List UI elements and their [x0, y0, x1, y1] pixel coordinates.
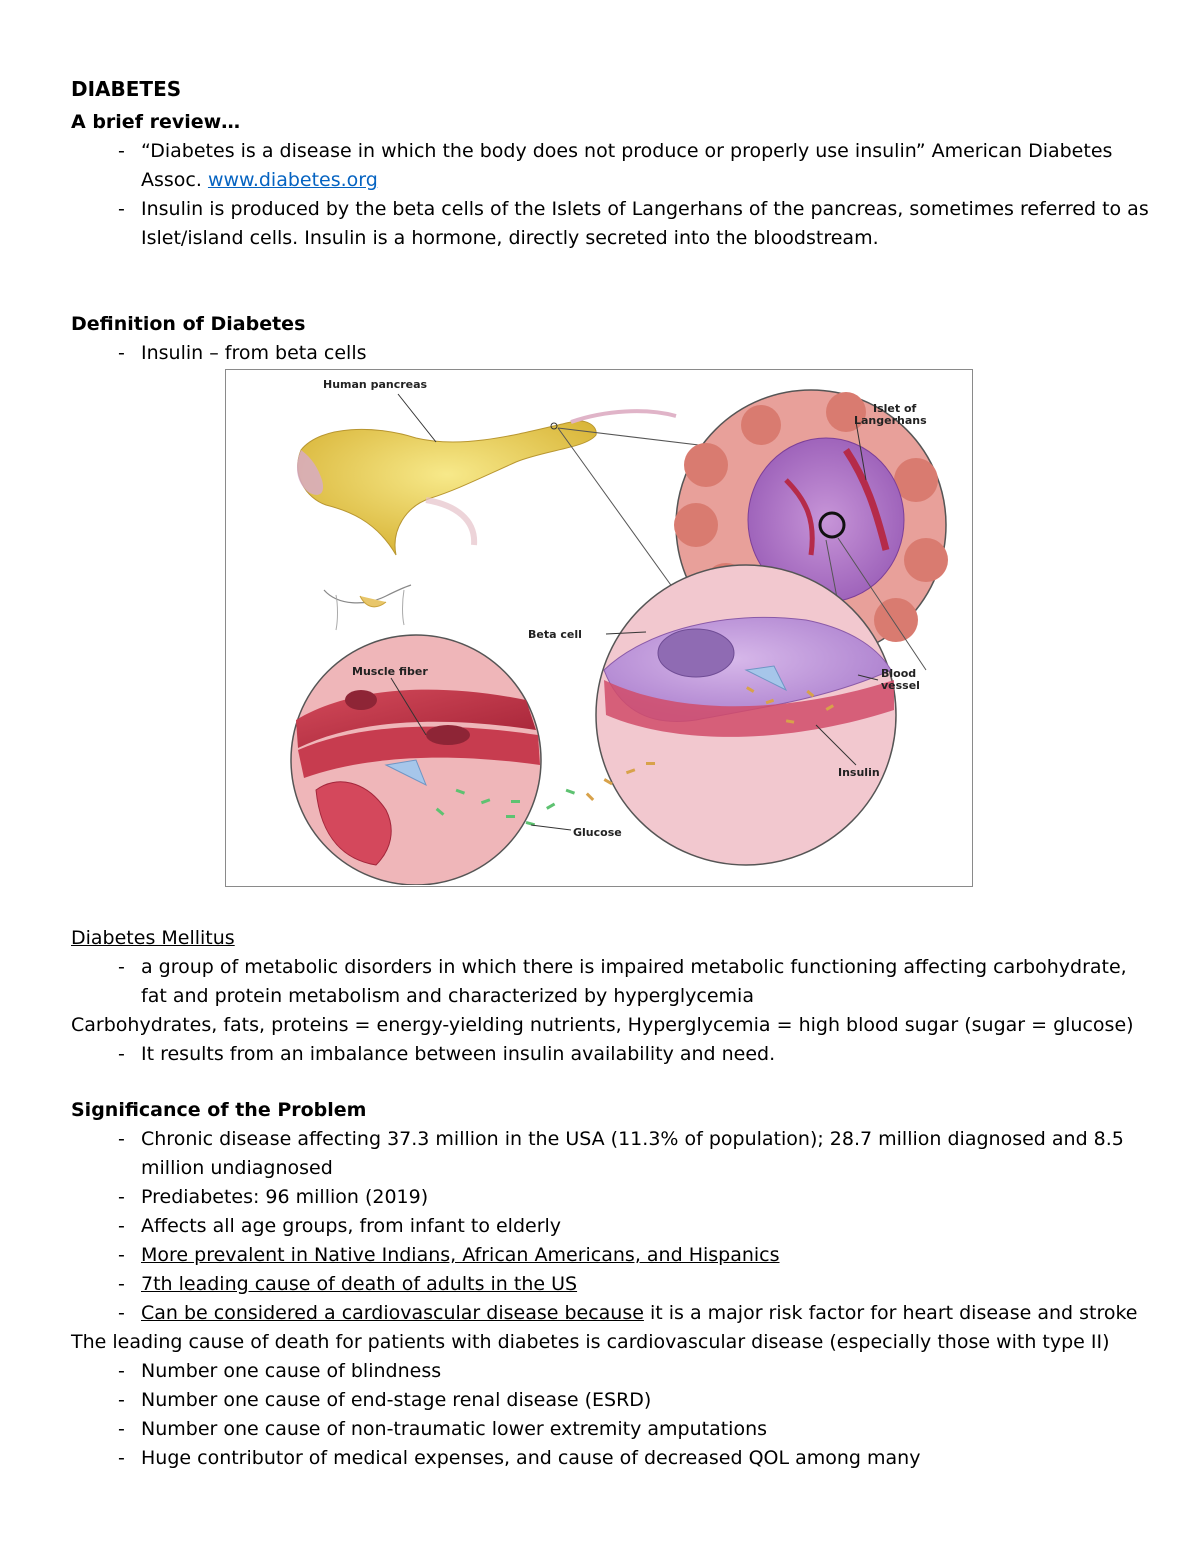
list-item: - Prediabetes: 96 million (2019)	[71, 1183, 1151, 1212]
list-item: - Number one cause of blindness	[71, 1357, 1151, 1386]
label-human-pancreas: Human pancreas	[323, 378, 428, 391]
glucose-leader	[531, 825, 571, 830]
illustration-svg	[226, 370, 971, 885]
review-heading: A brief review…	[71, 111, 241, 133]
review-quote: “Diabetes is a disease in which the body does not produce or properly use insulin” American Diabetes Assoc.	[141, 140, 1113, 191]
cardio-underlined: Can be considered a cardiovascular disease because	[141, 1302, 644, 1324]
list-item: - More prevalent in Native Indians, African Americans, and Hispanics	[71, 1241, 1151, 1270]
definition-heading: Definition of Diabetes	[71, 313, 306, 335]
label-beta-cell: Beta cell	[528, 628, 582, 641]
list-item: - Affects all age groups, from infant to elderly	[71, 1212, 1151, 1241]
mellitus-heading: Diabetes Mellitus	[71, 927, 235, 949]
torso-outline	[324, 585, 411, 630]
review-list	[71, 137, 1151, 253]
label-glucose: Glucose	[573, 826, 622, 839]
document-title: DIABETES	[71, 77, 182, 101]
list-item	[71, 137, 1151, 195]
list-item: - Number one cause of end-stage renal disease (ESRD)	[71, 1386, 1151, 1415]
list-item: - It results from an imbalance between insulin availability and need.	[71, 1040, 1151, 1069]
diabetes-org-link[interactable]: www.diabetes.org	[207, 169, 378, 191]
pancreas-drawing	[297, 411, 676, 555]
list-item: - Insulin is produced by the beta cells of the Islets of Langerhans of the pancreas, sometimes referred to as Islet/island cells. Insulin is a hormone, directly secreted into the bloodstream.	[71, 195, 1151, 253]
list-item: - Number one cause of non-traumatic lower extremity amputations	[71, 1415, 1151, 1444]
significance-heading: Significance of the Problem	[71, 1099, 367, 1121]
list-item: - a group of metabolic disorders in which there is impaired metabolic functioning affecting carbohydrate, fat and protein metabolism and characterized by hyperglycemia	[71, 953, 1151, 1011]
mellitus-list-2	[71, 1040, 1151, 1069]
beta-cell-magnified	[596, 565, 896, 865]
label-islet-2: Langerhans	[854, 414, 927, 427]
label-islet-1: Islet of	[873, 402, 917, 415]
label-insulin: Insulin	[838, 766, 880, 779]
cardio-rest: it is a major risk factor for heart disease and stroke	[643, 1302, 1138, 1324]
pancreas-insulin-illustration	[225, 369, 973, 887]
list-item: - 7th leading cause of death of adults in the US	[71, 1270, 1151, 1299]
significance-list-2	[71, 1357, 1151, 1473]
review-section	[71, 108, 1151, 253]
label-blood-1: Blood	[881, 667, 917, 680]
leading-cause-note: The leading cause of death for patients with diabetes is cardiovascular disease (especially those with type II)	[71, 1331, 1110, 1353]
mellitus-section	[71, 924, 1151, 1069]
definition-section	[71, 310, 1151, 368]
list-item	[71, 1299, 1151, 1328]
list-item: - Huge contributor of medical expenses, and cause of decreased QOL among many	[71, 1444, 1151, 1473]
significance-list	[71, 1125, 1151, 1328]
significance-section	[71, 1096, 1151, 1473]
mellitus-list	[71, 953, 1151, 1011]
list-item: - Chronic disease affecting 37.3 million in the USA (11.3% of population); 28.7 million diagnosed and 8.5 million undiagnosed	[71, 1125, 1151, 1183]
nutrients-note: Carbohydrates, fats, proteins = energy-yielding nutrients, Hyperglycemia = high blood sugar (sugar = glucose)	[71, 1014, 1134, 1036]
label-muscle-fiber: Muscle fiber	[352, 665, 428, 678]
list-item: - Insulin – from beta cells	[71, 339, 1151, 368]
definition-list	[71, 339, 1151, 368]
label-blood-2: vessel	[881, 679, 920, 692]
